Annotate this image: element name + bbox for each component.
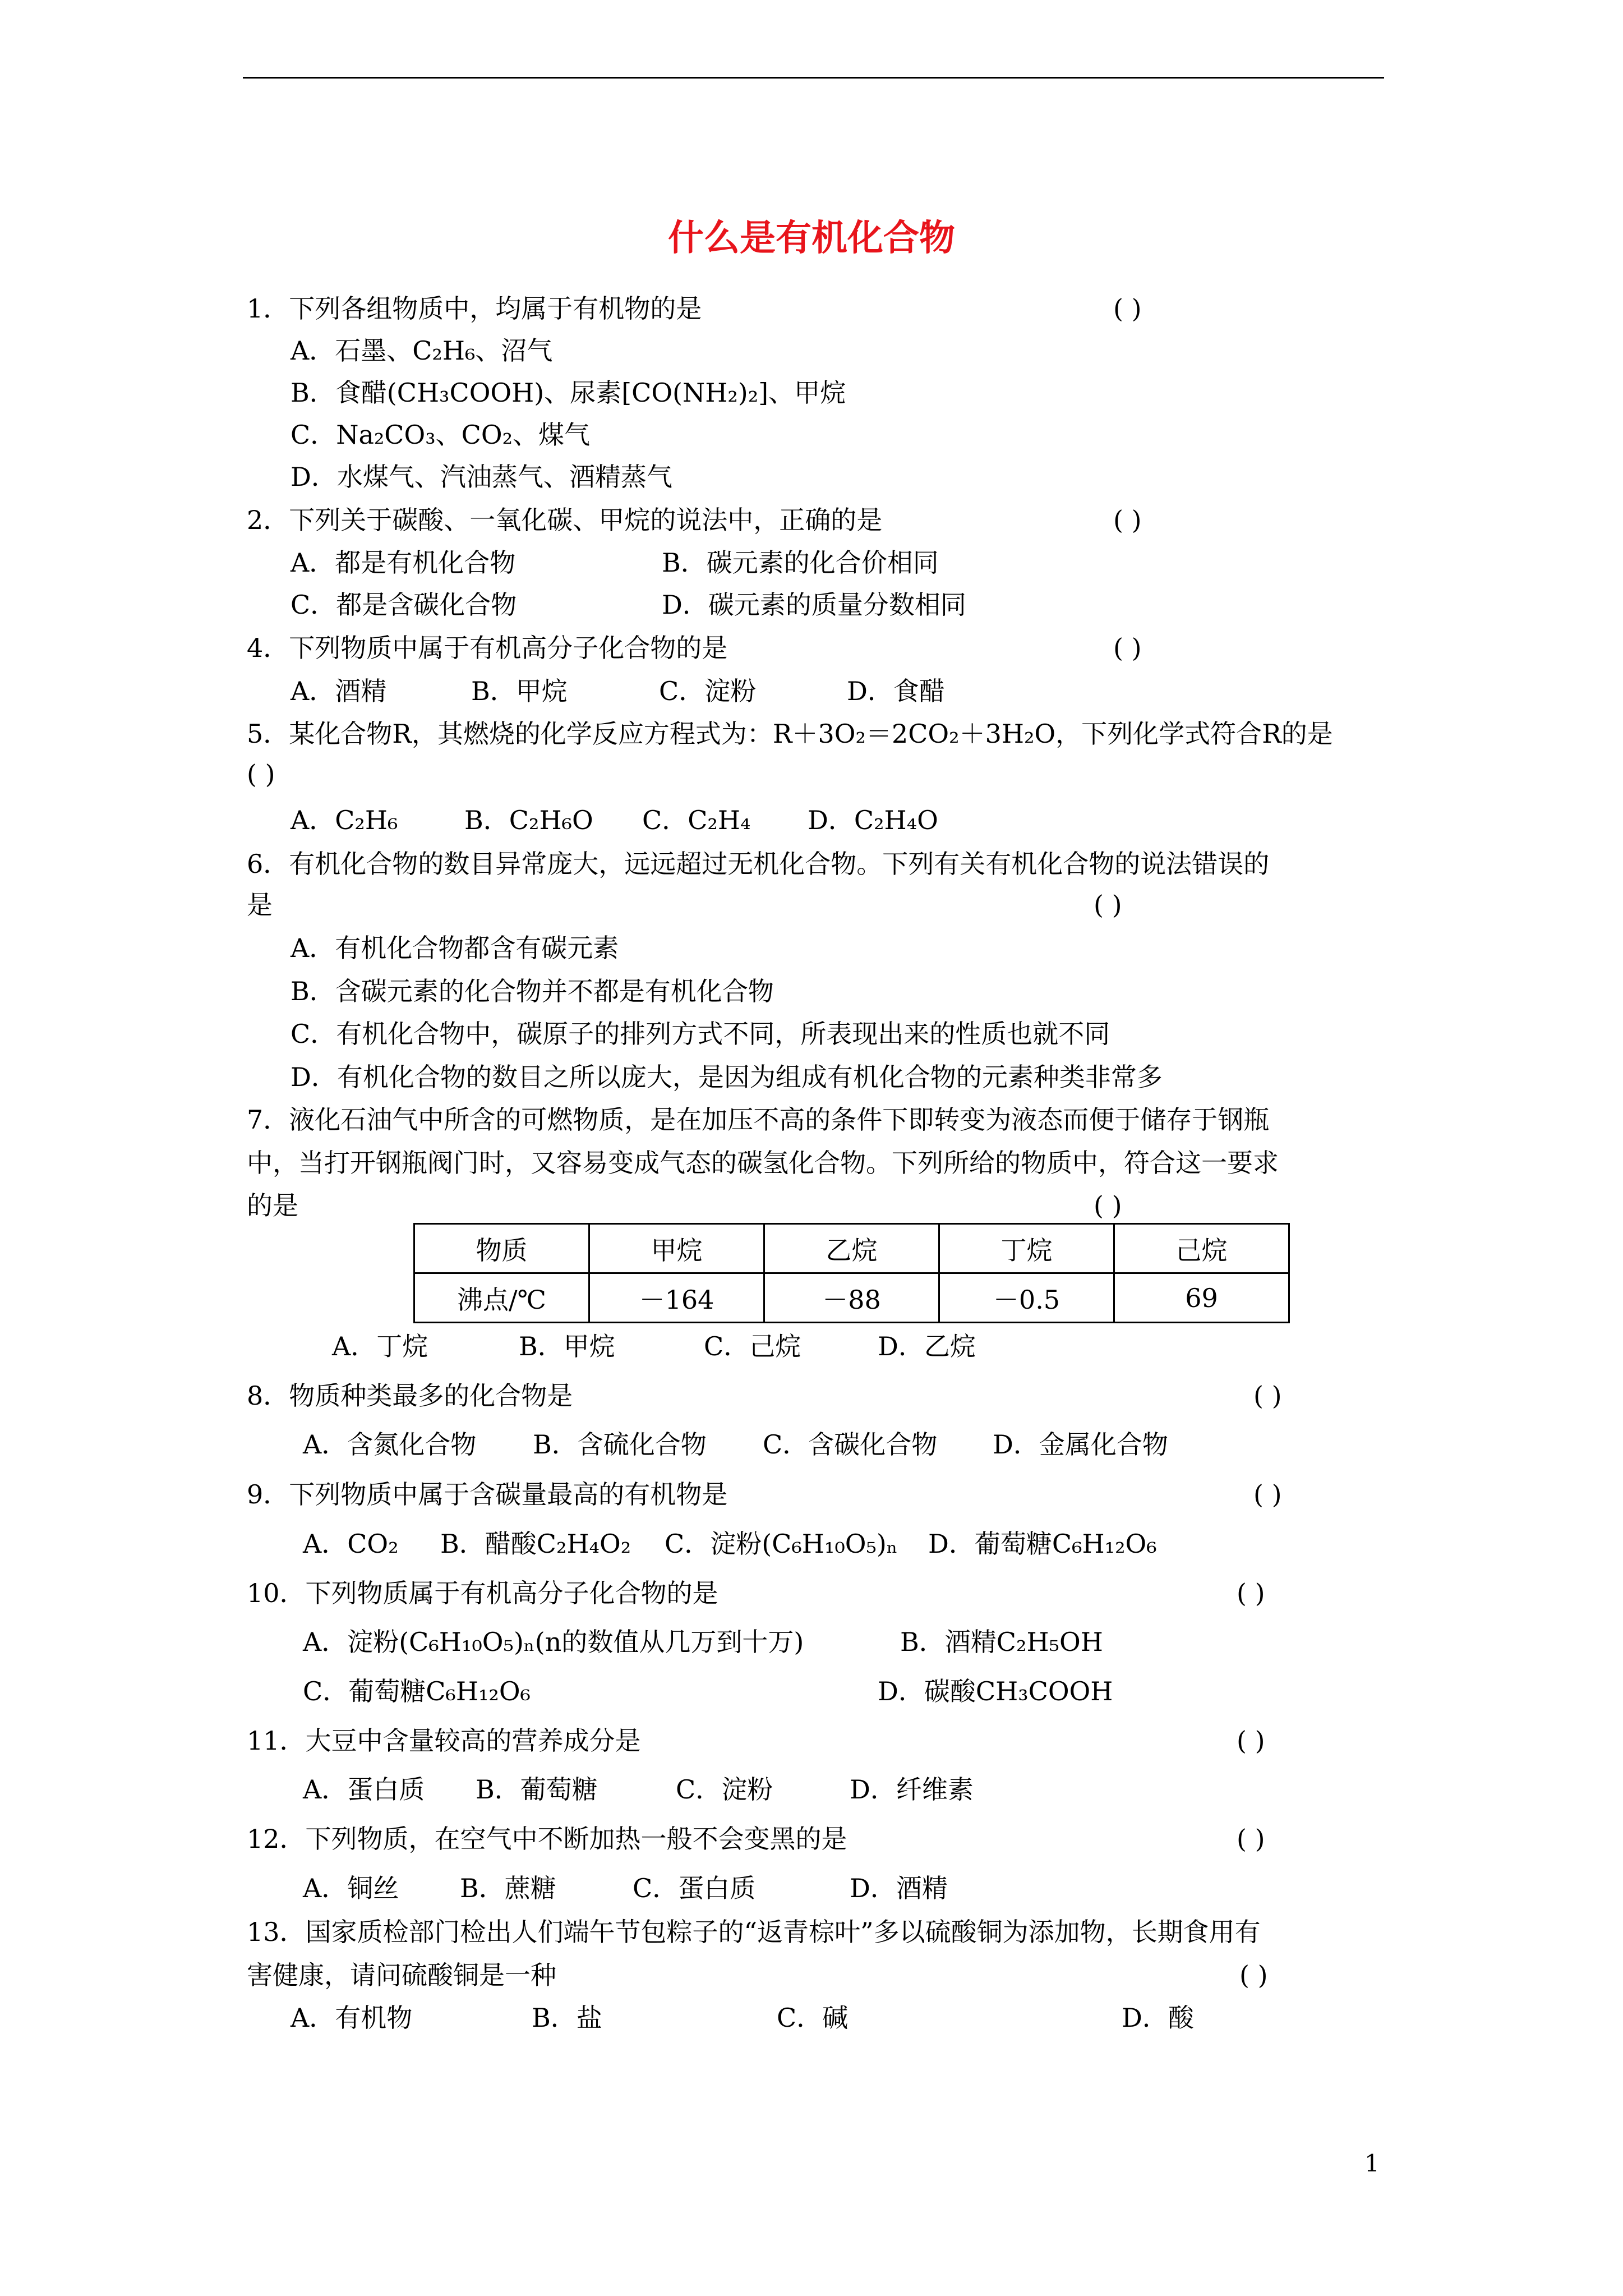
- page-number: 1: [1364, 2150, 1380, 2177]
- question-9-stem: 9．下列物质中属于含碳量最高的有机物是: [247, 1479, 728, 1510]
- q11-option-c: C．淀粉: [676, 1774, 773, 1805]
- question-7-stem: 7．液化石油气中所含的可燃物质，是在加压不高的条件下即转变为液态而便于储存于钢瓶: [247, 1105, 1270, 1135]
- table-cell: －88: [764, 1273, 939, 1323]
- q6-option-b: B．含碳元素的化合物并不都是有机化合物: [291, 976, 774, 1006]
- q1-option-a: A．石墨、C₂H₆、沼气: [291, 335, 553, 366]
- answer-blank-1[interactable]: ( ): [1113, 293, 1142, 324]
- q6-option-a: A．有机化合物都含有碳元素: [291, 933, 619, 963]
- question-11-stem: 11．大豆中含量较高的营养成分是: [247, 1726, 641, 1756]
- answer-blank-9[interactable]: ( ): [1253, 1479, 1282, 1510]
- q1-option-d: D．水煤气、汽油蒸气、酒精蒸气: [291, 462, 672, 492]
- table-header-row: [414, 1224, 1289, 1273]
- question-1-stem: 1．下列各组物质中，均属于有机物的是: [247, 293, 702, 324]
- question-7-stem-cont2: 的是: [247, 1190, 298, 1221]
- table-cell: 甲烷: [589, 1224, 764, 1273]
- q8-option-c: C．含碳化合物: [763, 1429, 938, 1460]
- answer-blank-6[interactable]: ( ): [1094, 890, 1122, 920]
- question-13-stem: 13．国家质检部门检出人们端午节包粽子的“返青棕叶”多以硫酸铜为添加物，长期食用有: [247, 1917, 1261, 1947]
- question-7-stem-cont: 中，当打开钢瓶阀门时，又容易变成气态的碳氢化合物。下列所给的物质中，符合这一要求: [247, 1148, 1279, 1178]
- q10-option-b: B．酒精C₂H₅OH: [900, 1627, 1103, 1657]
- question-6-stem-cont: 是: [247, 890, 273, 920]
- q13-option-a: A．有机物: [291, 2003, 413, 2033]
- answer-blank-13[interactable]: ( ): [1239, 1960, 1268, 1990]
- answer-blank-5[interactable]: ( ): [247, 759, 275, 789]
- q2-option-c: C．都是含碳化合物: [291, 590, 517, 620]
- answer-blank-8[interactable]: ( ): [1253, 1381, 1282, 1411]
- table-cell: 己烷: [1114, 1224, 1289, 1273]
- q5-option-a: A．C₂H₆: [291, 805, 398, 835]
- boiling-point-table: [413, 1223, 1290, 1323]
- table-cell: 沸点/℃: [414, 1273, 589, 1323]
- q6-option-c: C．有机化合物中，碳原子的排列方式不同，所表现出来的性质也就不同: [291, 1019, 1110, 1049]
- q9-option-a: A．CO₂: [303, 1529, 399, 1559]
- question-8-stem: 8．物质种类最多的化合物是: [247, 1381, 573, 1411]
- q5-option-c: C．C₂H₄: [642, 805, 751, 835]
- q12-option-a: A．铜丝: [303, 1873, 399, 1903]
- answer-blank-2[interactable]: ( ): [1113, 505, 1142, 535]
- q11-option-a: A．蛋白质: [303, 1774, 425, 1805]
- q11-option-d: D．纤维素: [850, 1774, 974, 1805]
- q6-option-d: D．有机化合物的数目之所以庞大，是因为组成有机化合物的元素种类非常多: [291, 1062, 1163, 1092]
- q8-option-b: B．含硫化合物: [533, 1429, 707, 1460]
- q2-option-a: A．都是有机化合物: [291, 547, 516, 578]
- q2-option-b: B．碳元素的化合价相同: [662, 547, 939, 578]
- q12-option-b: B．蔗糖: [460, 1873, 556, 1903]
- q4-option-c: C．淀粉: [659, 676, 757, 706]
- q4-option-b: B．甲烷: [471, 676, 568, 706]
- q8-option-d: D．金属化合物: [993, 1429, 1168, 1460]
- table-cell: 丁烷: [939, 1224, 1114, 1273]
- q10-option-c: C．葡萄糖C₆H₁₂O₆: [303, 1676, 531, 1706]
- table-cell: 乙烷: [764, 1224, 939, 1273]
- q9-option-d: D．葡萄糖C₆H₁₂O₆: [928, 1529, 1157, 1559]
- question-5-stem: 5．某化合物R，其燃烧的化学反应方程式为：R＋3O₂＝2CO₂＋3H₂O，下列化学式符合R的是: [247, 719, 1333, 749]
- table-cell: 69: [1114, 1273, 1289, 1323]
- q12-option-d: D．酒精: [850, 1873, 948, 1903]
- q9-option-c: C．淀粉(C₆H₁₀O₅)ₙ: [665, 1529, 898, 1559]
- question-10-stem: 10．下列物质属于有机高分子化合物的是: [247, 1578, 718, 1608]
- q13-option-d: D．酸: [1122, 2003, 1194, 2033]
- answer-blank-10[interactable]: ( ): [1237, 1578, 1265, 1608]
- q13-option-c: C．碱: [777, 2003, 849, 2033]
- q5-option-d: D．C₂H₄O: [808, 805, 938, 835]
- q7-option-d: D．乙烷: [878, 1331, 976, 1361]
- answer-blank-4[interactable]: ( ): [1113, 633, 1142, 663]
- q2-option-d: D．碳元素的质量分数相同: [662, 590, 966, 620]
- q7-option-c: C．己烷: [704, 1331, 801, 1361]
- q12-option-c: C．蛋白质: [633, 1873, 756, 1903]
- question-12-stem: 12．下列物质，在空气中不断加热一般不会变黑的是: [247, 1824, 847, 1854]
- q1-option-c: C．Na₂CO₃、CO₂、煤气: [291, 420, 591, 450]
- q10-option-d: D．碳酸CH₃COOH: [878, 1676, 1113, 1706]
- q8-option-a: A．含氮化合物: [303, 1429, 477, 1460]
- question-2-stem: 2．下列关于碳酸、一氧化碳、甲烷的说法中，正确的是: [247, 505, 883, 535]
- answer-blank-12[interactable]: ( ): [1237, 1824, 1265, 1854]
- table-cell: －164: [589, 1273, 764, 1323]
- q7-option-b: B．甲烷: [519, 1331, 615, 1361]
- table-row: [414, 1273, 1289, 1323]
- q9-option-b: B．醋酸C₂H₄O₂: [440, 1529, 631, 1559]
- answer-blank-7[interactable]: ( ): [1094, 1190, 1122, 1221]
- q13-option-b: B．盐: [532, 2003, 602, 2033]
- q4-option-d: D．食醋: [847, 676, 945, 706]
- q1-option-b: B．食醋(CH₃COOH)、尿素[CO(NH₂)₂]、甲烷: [291, 378, 846, 408]
- q10-option-a: A．淀粉(C₆H₁₀O₅)ₙ(n的数值从几万到十万): [303, 1627, 804, 1657]
- answer-blank-11[interactable]: ( ): [1237, 1726, 1265, 1756]
- q11-option-b: B．葡萄糖: [476, 1774, 598, 1805]
- page-title: 什么是有机化合物: [668, 217, 955, 259]
- question-13-stem-cont: 害健康，请问硫酸铜是一种: [247, 1960, 556, 1990]
- table-cell: 物质: [414, 1224, 589, 1273]
- table-cell: －0.5: [939, 1273, 1114, 1323]
- question-4-stem: 4．下列物质中属于有机高分子化合物的是: [247, 633, 728, 663]
- q5-option-b: B．C₂H₆O: [464, 805, 593, 835]
- q4-option-a: A．酒精: [291, 676, 387, 706]
- header-rule: [243, 77, 1384, 79]
- q7-option-a: A．丁烷: [332, 1331, 428, 1361]
- question-6-stem: 6．有机化合物的数目异常庞大，远远超过无机化合物。下列有关有机化合物的说法错误的: [247, 849, 1270, 879]
